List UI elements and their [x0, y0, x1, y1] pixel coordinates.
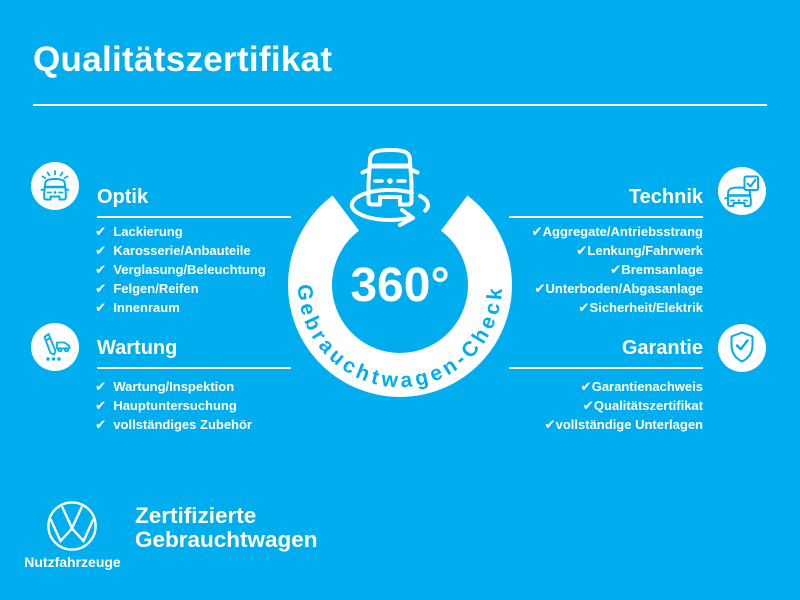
checklist-item-label: Aggregate/Antriebsstrang: [542, 224, 703, 239]
checklist-item-label: Unterboden/Abgasanlage: [545, 281, 703, 296]
checklist-item: [573, 377, 703, 396]
checklist-item-label: Garantienachweis: [591, 379, 703, 394]
checklist-item-label: Hauptuntersuchung: [113, 398, 237, 413]
check-icon: ✔: [95, 242, 107, 258]
check-icon: ✔: [582, 397, 594, 413]
check-icon: ✔: [576, 242, 588, 258]
checklist-item-label: Bremsanlage: [621, 262, 703, 277]
section-rule-garantie: [509, 367, 703, 369]
footer-tagline-line1: Zertifizierte: [135, 503, 257, 528]
checklist-item-label: Felgen/Reifen: [113, 281, 199, 296]
section-rule-technik: [509, 216, 703, 218]
checklist-item: [95, 279, 266, 298]
checklist-item: [95, 260, 266, 279]
optik-checklist: [95, 222, 266, 317]
checklist-item: [524, 222, 703, 241]
checklist-item: [569, 241, 703, 260]
checklist-item: [95, 415, 252, 434]
check-icon: ✔: [610, 261, 622, 277]
checklist-item-label: Wartung/Inspektion: [113, 379, 235, 394]
check-icon: ✔: [95, 299, 107, 315]
checklist-item: [95, 377, 252, 396]
service-pen-icon: [31, 323, 79, 371]
footer-tagline-line2: Gebrauchtwagen: [135, 526, 318, 552]
car-rotation-icon: [345, 141, 455, 231]
checklist-item-label: Sicherheit/Elektrik: [589, 300, 703, 315]
checklist-item: [95, 222, 266, 241]
checklist-item: [576, 396, 703, 415]
section-title-wartung: Wartung: [97, 337, 178, 359]
shield-check-icon: [718, 324, 766, 372]
title-underline: [33, 104, 767, 106]
technik-checklist: [524, 222, 703, 317]
checklist-item-label: Qualitätszertifikat: [593, 398, 703, 413]
checklist-item: [527, 279, 703, 298]
check-icon: ✔: [580, 378, 592, 394]
checklist-item: [603, 260, 703, 279]
check-icon: ✔: [531, 223, 543, 239]
section-title-garantie: Garantie: [621, 337, 703, 359]
checklist-item: [95, 396, 252, 415]
checklist-item: [537, 415, 703, 434]
degrees-label: 360°: [350, 259, 450, 312]
checklist-item: [95, 298, 266, 317]
check-icon: ✔: [95, 416, 107, 432]
section-title-optik: Optik: [97, 186, 149, 208]
checklist-item-label: Lenkung/Fahrwerk: [587, 243, 703, 258]
page-title: Qualitätszertifikat: [33, 40, 333, 79]
car-checklist-icon: [718, 167, 766, 215]
ring-curved-text: Gebrauchtwagen-Check: [292, 283, 508, 393]
checklist-item-label: Lackierung: [113, 224, 183, 239]
checklist-item-label: vollständige Unterlagen: [555, 417, 703, 432]
checklist-item-label: Karosserie/Anbauteile: [113, 243, 251, 258]
checklist-item: [95, 241, 266, 260]
section-rule-optik: [97, 216, 291, 218]
checklist-item: [571, 298, 703, 317]
check-icon: ✔: [95, 397, 107, 413]
brand-label: Nutzfahrzeuge: [24, 554, 121, 570]
wartung-checklist: [95, 377, 252, 434]
checklist-item-label: vollständiges Zubehör: [113, 417, 252, 432]
checklist-item-label: Innenraum: [113, 300, 180, 315]
check-icon: ✔: [534, 280, 546, 296]
check-icon: ✔: [544, 416, 556, 432]
check-icon: ✔: [95, 280, 107, 296]
vw-logo-icon: [46, 500, 98, 552]
check-icon: ✔: [578, 299, 590, 315]
garantie-checklist: [537, 377, 703, 434]
check-icon: ✔: [95, 378, 107, 394]
checklist-item-label: Verglasung/Beleuchtung: [113, 262, 266, 277]
section-rule-wartung: [97, 367, 291, 369]
section-title-technik: Technik: [628, 186, 703, 208]
footer-tagline: [135, 504, 318, 551]
check-icon: ✔: [95, 261, 107, 277]
check-icon: ✔: [95, 223, 107, 239]
car-shine-icon: [31, 162, 79, 210]
